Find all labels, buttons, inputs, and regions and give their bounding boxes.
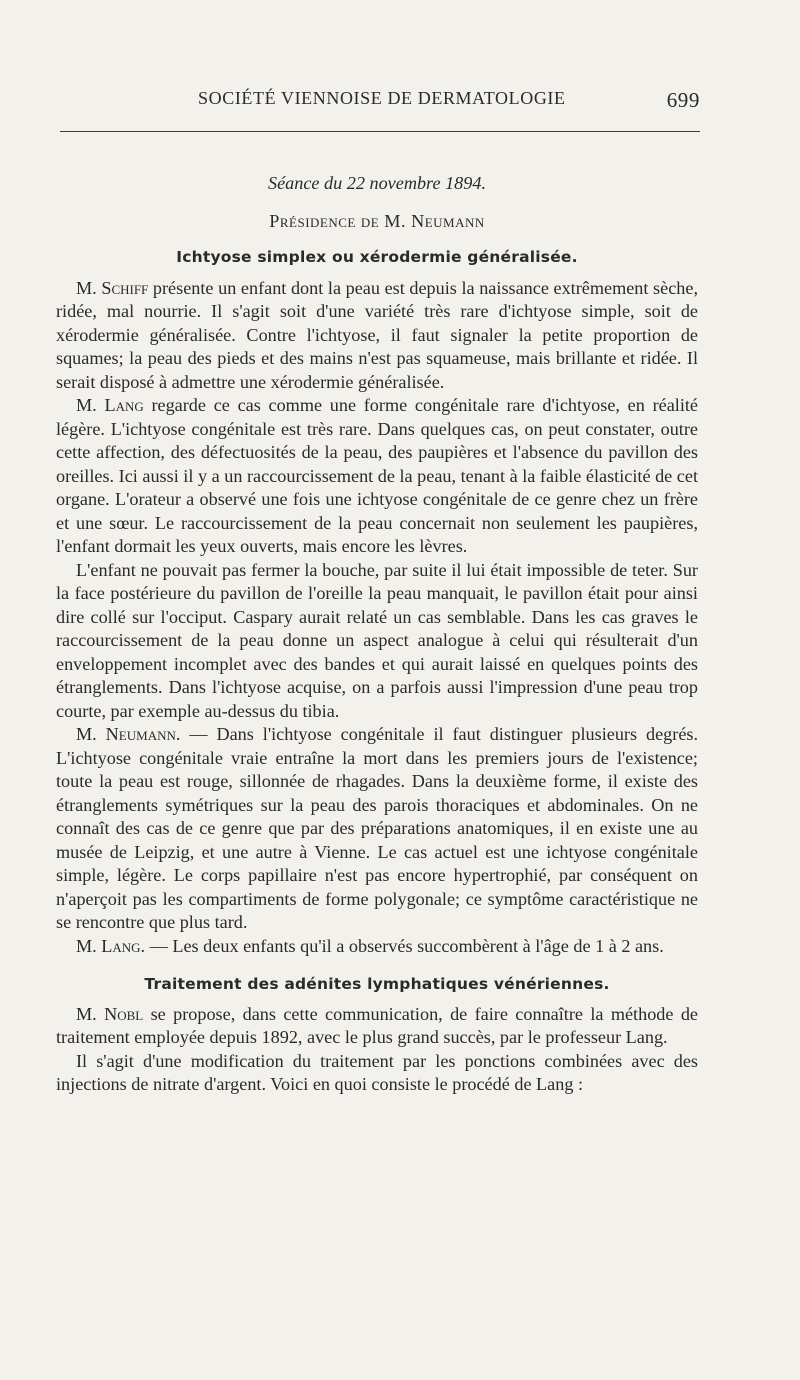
speaker-name: Lang — [104, 395, 144, 415]
section-heading-ichtyose: Ichtyose simplex ou xérodermie généralisée. — [176, 248, 578, 266]
header-rule — [60, 131, 700, 132]
paragraph: Il s'agit d'une modification du traitement par les ponctions combinées avec des injections de nitrate d'argent. Voici en quoi consiste le procédé de Lang : — [56, 1050, 698, 1094]
speaker-name: Lang — [101, 935, 141, 956]
page-body — [56, 160, 698, 1097]
speaker-name: Nobl — [104, 1003, 144, 1024]
session-presidence — [56, 210, 698, 234]
speaker-name: Neumann — [105, 724, 176, 744]
paragraph: L'enfant ne pouvait pas fermer la bouche, par suite il lui était impossible de teter. Sur la face postérieure du pavillon de l'oreille la peau manquait, le pavillon était pour ainsi dire collé sur l'occiput. Caspary aurait relaté un cas semblable. Dans les cas graves le raccourcissement de la peau donne un aspect analogue à celui qui résulterait d'un enveloppement incomplet avec des bandes et qui aurait laissé en quelques points des étranglements. Dans l'ichtyose acquise, on a parfois aussi l'impression d'une peau trop courte, par exemple au-dessus du tibia. — [56, 559, 698, 721]
page-number: 699 — [666, 88, 700, 112]
presidence-prefix: Présidence de M. — [269, 210, 412, 231]
presidence-name: Neumann — [411, 210, 485, 231]
paragraph: M. Nobl se propose, dans cette communication, de faire connaître la méthode de traitement employée depuis 1892, avec le plus grand succès, par le professeur Lang. — [56, 1003, 698, 1047]
speaker-name: Schiff — [101, 277, 149, 298]
paragraph: M. Lang regarde ce cas comme une forme congénitale rare d'ichtyose, en réalité légère. L'ichtyose congénitale est très rare. Dans quelques cas, on peut constater, outre cette affection, des défectuosités de la peau, des paupières et l'absence du pavillon des oreilles. Ici aussi il y a un raccourcissement de la peau, tenant à la faible élasticité de cet organe. L'orateur a observé une fois une ichtyose congénitale de ce genre chez un frère et une sœur. Le raccourcissement de la peau concernait non seulement les paupières, l'enfant dormait les yeux ouverts, mais encore les lèvres. — [56, 395, 698, 556]
paragraph: M. Schiff présente un enfant dont la peau est depuis la naissance extrêmement sèche, ridée, mal nourrie. Il s'agit soit d'une variété très rare d'ichtyose simple, soit de xérodermie généralisée. Contre l'ichtyose, il faut signaler la petite proportion de squames; la peau des pieds et des mains n'est pas squameuse, mais brillante et ridée. Il serait disposé à admettre une xérodermie généralisée. — [56, 277, 698, 392]
paragraph: M. Lang. — Les deux enfants qu'il a observés succombèrent à l'âge de 1 à 2 ans. — [76, 935, 664, 956]
paragraph: M. Neumann. — Dans l'ichtyose congénitale il faut distinguer plusieurs degrés. L'ichtyose congénitale vraie entraîne la mort dans les premiers jours de l'existence; toute la peau est rouge, sillonnée de rhagades. Dans la deuxième forme, il existe des étranglements symétriques sur la peau des parois thoraciques et abdominales. On ne connaît des cas de ce genre que par des préparations anatomiques, il en existe une au musée de Leipzig, et une autre à Vienne. Le cas actuel est une ichtyose congénitale simple, légère. Le corps papillaire n'est pas encore hypertrophié, par conséquent on n'aperçoit pas les compartiments de forme polygonale; ce symptôme caractéristique ne se rencontre que plus tard. — [56, 724, 699, 932]
session-date: Séance du 22 novembre 1894. — [267, 173, 487, 193]
section-heading-adenites: Traitement des adénites lymphatiques vénériennes. — [144, 975, 610, 993]
running-head-title: SOCIÉTÉ VIENNOISE DE DERMATOLOGIE — [198, 88, 566, 108]
